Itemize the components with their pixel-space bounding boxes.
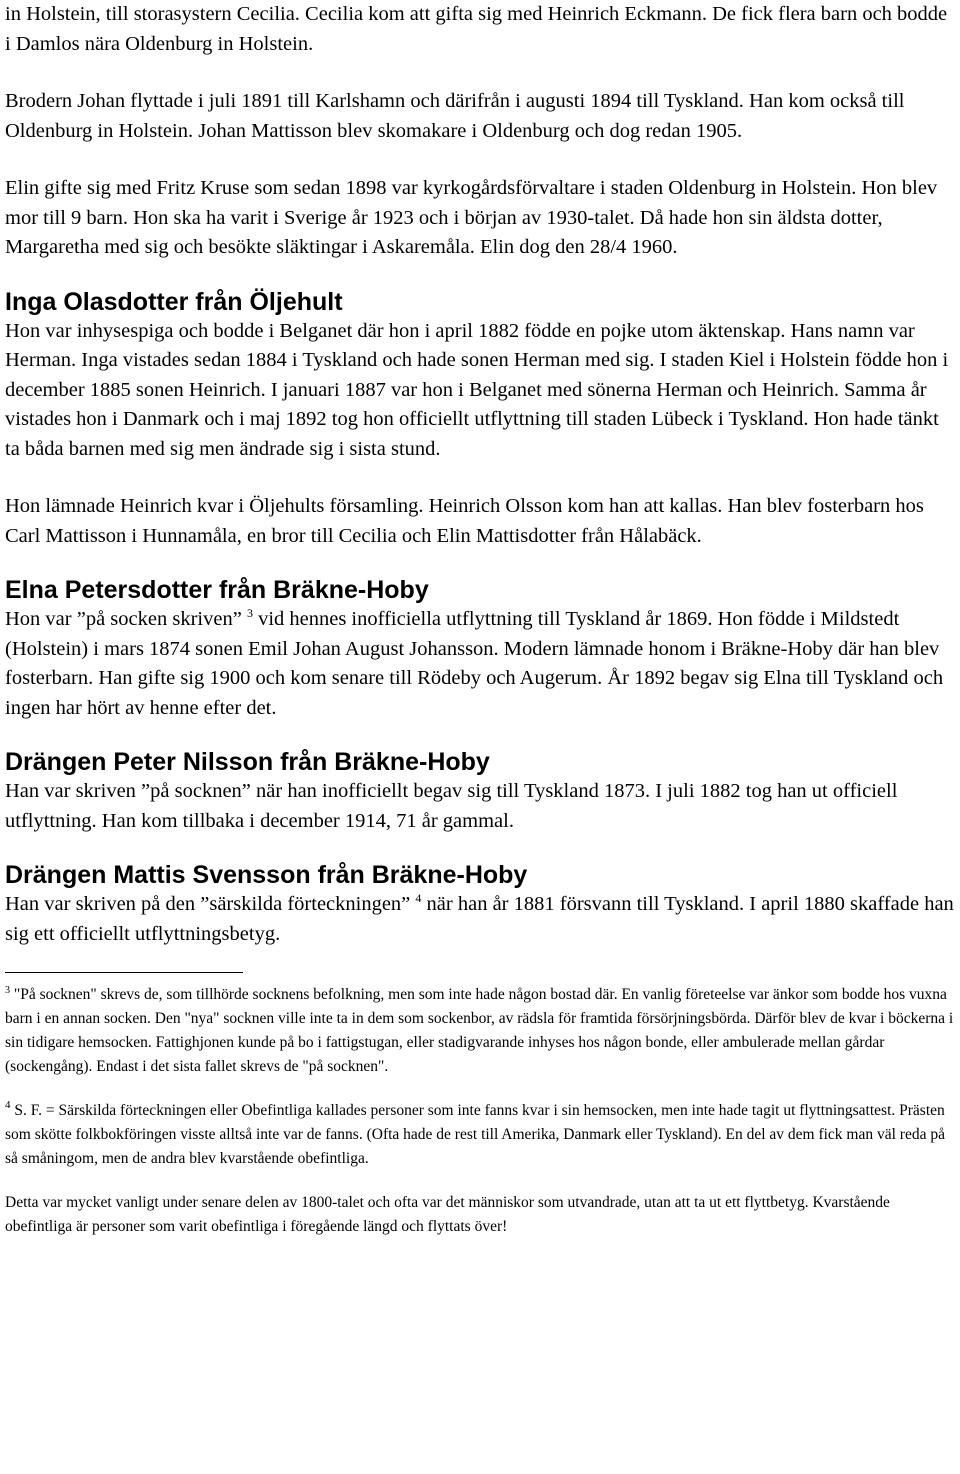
heading-mattis: Drängen Mattis Svensson från Bräkne-Hoby xyxy=(5,861,528,889)
spacer xyxy=(5,949,957,972)
footnote-4 xyxy=(5,1099,957,1171)
spacer xyxy=(5,551,957,575)
spacer xyxy=(5,1171,957,1191)
document-page xyxy=(5,0,957,1239)
spacer xyxy=(5,464,957,492)
footnote-closing: Detta var mycket vanligt under senare delen av 1800-talet och ofta var det människor som utvandrade, utan att ta ut ett flyttbetyg. Kvarstående obefintliga är personer som varit obefintliga i föregående längd och flyttats över! xyxy=(5,1194,890,1235)
footnote-ref-4[interactable]: 4 xyxy=(415,891,422,905)
paragraph-elna xyxy=(5,605,957,723)
paragraph-mattis xyxy=(5,890,957,949)
elna-text-after: vid hennes inofficiella utflyttning till Tyskland år 1869. Hon födde i Mildstedt (Holstein) i mars 1874 sonen Emil Johan August Johansson. Modern lämnade honom i Bräkne-Hoby där han blev fosterbarn. Han gifte sig 1900 och kom senare till Rödeby och Augerum. År 1892 begav sig Elna till Tyskland och ingen har hört av henne efter det. xyxy=(5,608,944,719)
paragraph-inga-2: Hon lämnade Heinrich kvar i Öljehults församling. Heinrich Olsson kom han att kallas. Han blev fosterbarn hos Carl Mattisson i Hunnamåla, en bror till Cecilia och Elin Mattisdotter från Hålabäck. xyxy=(5,495,924,547)
footnote-number-4: 4 xyxy=(5,1099,11,1111)
spacer xyxy=(5,973,957,983)
paragraph-peter: Han var skriven ”på socknen” när han inofficiellt begav sig till Tyskland 1873. I juli 1882 tog han ut officiell utflyttning. Han kom tillbaka i december 1914, 71 år gammal. xyxy=(5,780,898,832)
footnote-3 xyxy=(5,983,957,1079)
mattis-text-before: Han var skriven på den ”särskilda förteckningen” xyxy=(5,893,411,915)
heading-inga: Inga Olasdotter från Öljehult xyxy=(5,287,343,316)
heading-peter: Drängen Peter Nilsson från Bräkne-Hoby xyxy=(5,748,490,776)
spacer xyxy=(5,723,957,747)
paragraph-cecilia: in Holstein, till storasystern Cecilia. Cecilia kom att gifta sig med Heinrich Eckmann. De fick flera barn och bodde i Damlos nära Oldenburg in Holstein. xyxy=(5,3,948,55)
spacer xyxy=(5,263,957,287)
footnote-4-text: S. F. = Särskilda förteckningen eller Obefintliga kallades personer som inte fanns kvar i sin hemsocken, men inte hade tagit ut flyttningsattest. Prästen som skötte folkbokföringen visste alltså inte var de fanns. (Ofta hade de rest till Amerika, Danmark eller Tyskland). En del av dem fick man väl reda på så småningom, men de andra blev kvarstående obefintliga. xyxy=(5,1102,945,1167)
spacer xyxy=(5,1079,957,1099)
heading-elna: Elna Petersdotter från Bräkne-Hoby xyxy=(5,576,429,604)
paragraph-johan: Brodern Johan flyttade i juli 1891 till Karlshamn och därifrån i augusti 1894 till Tyskland. Han kom också till Oldenburg in Holstein. Johan Mattisson blev skomakare i Oldenburg och dog redan 1905. xyxy=(5,90,905,142)
footnote-number-3: 3 xyxy=(5,985,10,996)
spacer xyxy=(5,146,957,174)
mattis-text-after: när han år 1881 försvann till Tyskland. I april 1880 skaffade han sig ett officiellt utflyttningsbetyg. xyxy=(5,893,954,945)
footnote-ref-3[interactable]: 3 xyxy=(246,606,253,620)
elna-text-before: Hon var ”på socken skriven” xyxy=(5,608,242,630)
spacer xyxy=(5,836,957,860)
paragraph-inga-1: Hon var inhysespiga och bodde i Belganet där hon i april 1882 födde en pojke utom äktenskap. Hans namn var Herman. Inga vistades sedan 1884 i Tyskland och hade sonen Herman med sig. I staden Kiel i Holstein födde hon i december 1885 sonen Heinrich. I januari 1887 var hon i Belganet med sönerna Herman och Heinrich. Samma år vistades hon i Danmark och i maj 1892 tog hon officiellt utflyttning till staden Lübeck i Tyskland. Hon hade tänkt ta båda barnen med sig men ändrade sig i sista stund. xyxy=(5,319,949,460)
footnote-3-text: "På socknen" skrevs de, som tillhörde socknens befolkning, men som inte hade någon bostad där. En vanlig företeelse var änkor som bodde hos vuxna barn i en annan socken. Den "nya" socknen ville inte ta in dem som sockenbor, av rädsla för framtida försörjningsbörda. Därför blev de kvar i böckerna i sin tidigare hemsocken. Fattighjonen kunde på bo i fattigstugan, eller stadigvarande inhyses hos någon bonde, eller ambulerade mellan gårdar (sockengång). Endast i det sista fallet skrevs de "på socknen". xyxy=(5,986,954,1075)
paragraph-elin: Elin gifte sig med Fritz Kruse som sedan 1898 var kyrkogårdsförvaltare i staden Oldenburg in Holstein. Hon blev mor till 9 barn. Hon ska ha varit i Sverige år 1923 och i början av 1930-talet. Då hade hon sin äldsta dotter, Margaretha med sig och besökte släktingar i Askaremåla. Elin dog den 28/4 1960. xyxy=(5,177,938,258)
spacer xyxy=(5,59,957,87)
